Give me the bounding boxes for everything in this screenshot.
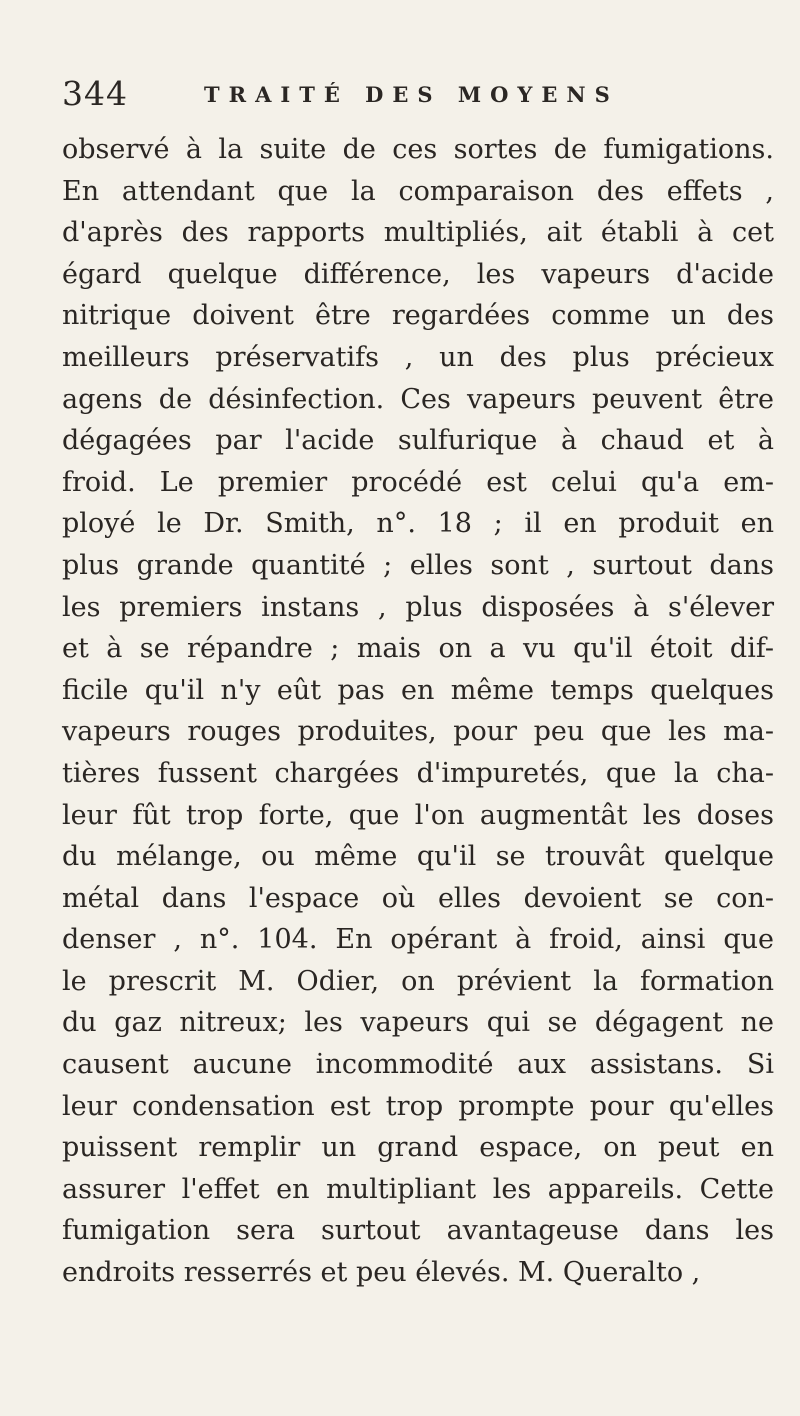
text-line: leur fût trop forte, que l'on augmentât les doses (62, 799, 774, 831)
page-number: 344 (62, 74, 128, 113)
text-line: assurer l'effet en multipliant les appareils. Cette (62, 1173, 774, 1205)
text-line: agens de désinfection. Ces vapeurs peuvent être (62, 383, 774, 415)
body-text (62, 129, 774, 1294)
text-line: ficile qu'il n'y eût pas en même temps quelques (62, 674, 774, 706)
text-line: le prescrit M. Odier, on prévient la formation (62, 965, 774, 997)
text-line: meilleurs préservatifs , un des plus précieux (62, 341, 774, 373)
text-line: du mélange, ou même qu'il se trouvât quelque (62, 841, 774, 873)
text-line: leur condensation est trop prompte pour qu'elles (62, 1090, 774, 1122)
text-line: puissent remplir un grand espace, on peut en (62, 1132, 774, 1164)
text-line: froid. Le premier procédé est celui qu'a em- (62, 466, 774, 498)
text-line: causent aucune incommodité aux assistans. Si (62, 1049, 774, 1081)
text-line: métal dans l'espace où elles devoient se con- (62, 882, 774, 914)
text-line: observé à la suite de ces sortes de fumigations. (62, 134, 774, 165)
text-line: d'après des rapports multipliés, ait établi à cet (62, 217, 774, 249)
page-header (62, 74, 760, 124)
text-line: denser , n°. 104. En opérant à froid, ainsi que (62, 924, 774, 956)
text-line: plus grande quantité ; elles sont , surtout dans (62, 549, 774, 581)
text-line: fumigation sera surtout avantageuse dans les (62, 1215, 774, 1247)
text-line: ployé le Dr. Smith, n°. 18 ; il en produit en (62, 508, 774, 540)
running-title: TRAITÉ DES MOYENS (204, 82, 619, 107)
text-line: vapeurs rouges produites, pour peu que les ma- (62, 716, 774, 748)
text-line: les premiers instans , plus disposées à s'élever (62, 591, 774, 623)
text-line: et à se répandre ; mais on a vu qu'il étoit dif- (62, 633, 774, 665)
text-line: endroits resserrés et peu élevés. M. Queralto , (62, 1257, 701, 1289)
text-line: du gaz nitreux; les vapeurs qui se dégagent ne (62, 1007, 774, 1039)
text-line: égard quelque différence, les vapeurs d'acide (62, 258, 774, 290)
text-line: nitrique doivent être regardées comme un des (62, 300, 774, 332)
text-line: tières fussent chargées d'impuretés, que la cha- (62, 757, 774, 789)
text-line: dégagées par l'acide sulfurique à chaud et à (62, 425, 774, 457)
text-line: En attendant que la comparaison des effets , (62, 175, 774, 207)
